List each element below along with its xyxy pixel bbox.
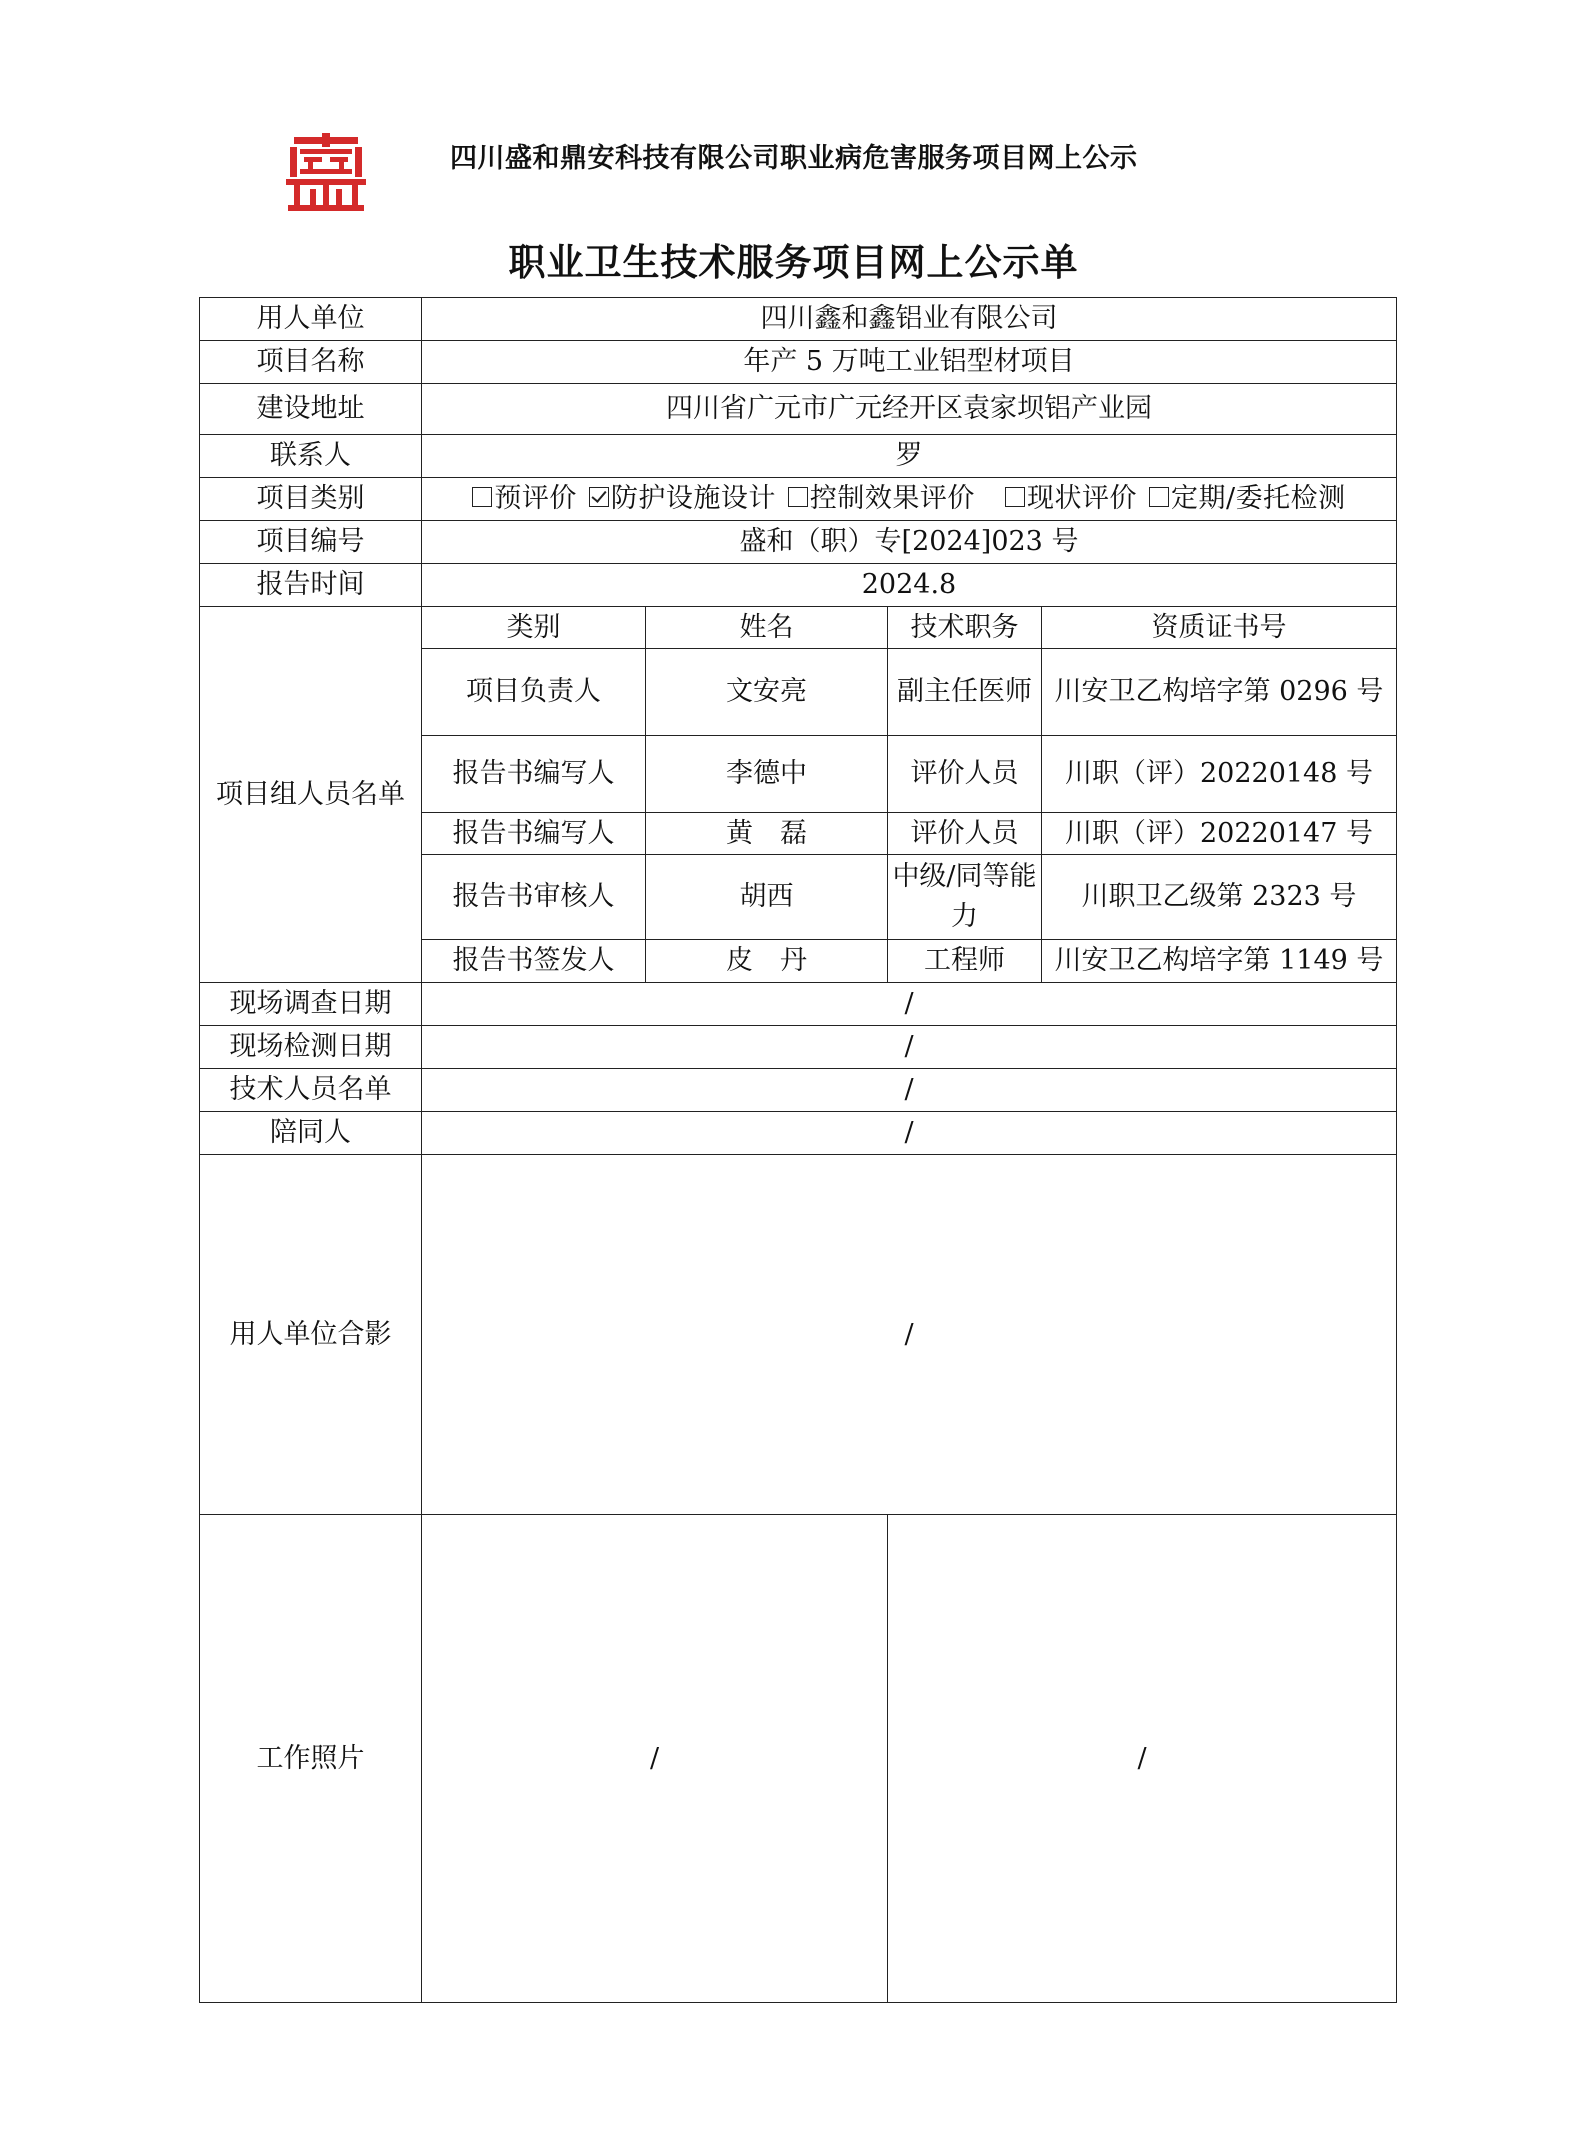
row-category	[200, 478, 1397, 521]
document-title: 职业卫生技术服务项目网上公示单	[508, 240, 1079, 284]
company-logo	[286, 133, 366, 213]
project-name-label: 项目名称	[200, 341, 422, 384]
row-survey-date	[200, 983, 1397, 1026]
project-no-label: 项目编号	[200, 521, 422, 564]
row-escort	[200, 1112, 1397, 1155]
employer-value: 四川鑫和鑫铝业有限公司	[422, 298, 1397, 341]
address-value: 四川省广元市广元经开区袁家坝铝产业园	[422, 384, 1397, 435]
category-option-label: 定期/委托检测	[1171, 483, 1346, 514]
row-report-time	[200, 564, 1397, 607]
group-photo-label: 用人单位合影	[200, 1155, 422, 1515]
category-option-protection-design	[589, 483, 776, 514]
team-header-title: 技术职务	[888, 607, 1042, 649]
member-title: 中级/同等能力	[888, 855, 1042, 940]
tech-staff-label: 技术人员名单	[200, 1069, 422, 1112]
checkbox-checked-icon	[589, 487, 609, 507]
row-employer	[200, 298, 1397, 341]
category-option-label: 控制效果评价	[809, 483, 975, 514]
member-role: 报告书审核人	[422, 855, 646, 940]
category-option-periodic-testing	[1149, 483, 1346, 514]
member-cert: 川职卫乙级第 2323 号	[1042, 855, 1397, 940]
category-option-label: 预评价	[494, 483, 577, 514]
row-address	[200, 384, 1397, 435]
member-role: 报告书编写人	[422, 813, 646, 855]
member-name: 文安亮	[646, 649, 888, 736]
member-name: 皮 丹	[646, 940, 888, 983]
team-label: 项目组人员名单	[200, 607, 422, 983]
contact-label: 联系人	[200, 435, 422, 478]
team-header-name: 姓名	[646, 607, 888, 649]
member-title: 工程师	[888, 940, 1042, 983]
member-title: 副主任医师	[888, 649, 1042, 736]
row-project-name	[200, 341, 1397, 384]
work-photo-left: /	[422, 1515, 888, 2003]
member-title: 评价人员	[888, 736, 1042, 813]
category-option-label: 现状评价	[1027, 483, 1138, 514]
checkbox-icon	[1149, 487, 1169, 507]
member-name: 胡西	[646, 855, 888, 940]
member-role: 项目负责人	[422, 649, 646, 736]
checkbox-icon	[472, 487, 492, 507]
team-header-cert: 资质证书号	[1042, 607, 1397, 649]
escort-value: /	[422, 1112, 1397, 1155]
report-time-value: 2024.8	[422, 564, 1397, 607]
checkbox-icon	[1005, 487, 1025, 507]
work-photos-label: 工作照片	[200, 1515, 422, 2003]
survey-date-value: /	[422, 983, 1397, 1026]
member-name: 李德中	[646, 736, 888, 813]
row-group-photo	[200, 1155, 1397, 1515]
row-tech-staff	[200, 1069, 1397, 1112]
member-title: 评价人员	[888, 813, 1042, 855]
report-time-label: 报告时间	[200, 564, 422, 607]
project-no-value: 盛和（职）专[2024]023 号	[422, 521, 1397, 564]
row-test-date	[200, 1026, 1397, 1069]
category-label: 项目类别	[200, 478, 422, 521]
member-cert: 川安卫乙构培字第 0296 号	[1042, 649, 1397, 736]
group-photo-value: /	[422, 1155, 1397, 1515]
member-role: 报告书编写人	[422, 736, 646, 813]
category-options	[422, 478, 1397, 521]
member-cert: 川安卫乙构培字第 1149 号	[1042, 940, 1397, 983]
project-name-value: 年产 5 万吨工业铝型材项目	[422, 341, 1397, 384]
escort-label: 陪同人	[200, 1112, 422, 1155]
row-contact	[200, 435, 1397, 478]
category-option-status-evaluation	[1005, 483, 1137, 514]
row-work-photos	[200, 1515, 1397, 2003]
checkbox-icon	[788, 487, 808, 507]
company-header: 四川盛和鼎安科技有限公司职业病危害服务项目网上公示	[450, 143, 1138, 174]
test-date-value: /	[422, 1026, 1397, 1069]
contact-value: 罗	[422, 435, 1397, 478]
team-header-row	[200, 607, 1397, 649]
category-option-pre-evaluation	[472, 483, 577, 514]
disclosure-table	[199, 297, 1397, 2003]
category-option-label: 防护设施设计	[610, 483, 776, 514]
row-project-no	[200, 521, 1397, 564]
member-name: 黄 磊	[646, 813, 888, 855]
test-date-label: 现场检测日期	[200, 1026, 422, 1069]
address-label: 建设地址	[200, 384, 422, 435]
tech-staff-value: /	[422, 1069, 1397, 1112]
team-header-role: 类别	[422, 607, 646, 649]
work-photo-right: /	[888, 1515, 1397, 2003]
member-cert: 川职（评）20220147 号	[1042, 813, 1397, 855]
member-cert: 川职（评）20220148 号	[1042, 736, 1397, 813]
survey-date-label: 现场调查日期	[200, 983, 422, 1026]
member-role: 报告书签发人	[422, 940, 646, 983]
employer-label: 用人单位	[200, 298, 422, 341]
category-option-control-effect	[788, 483, 975, 514]
